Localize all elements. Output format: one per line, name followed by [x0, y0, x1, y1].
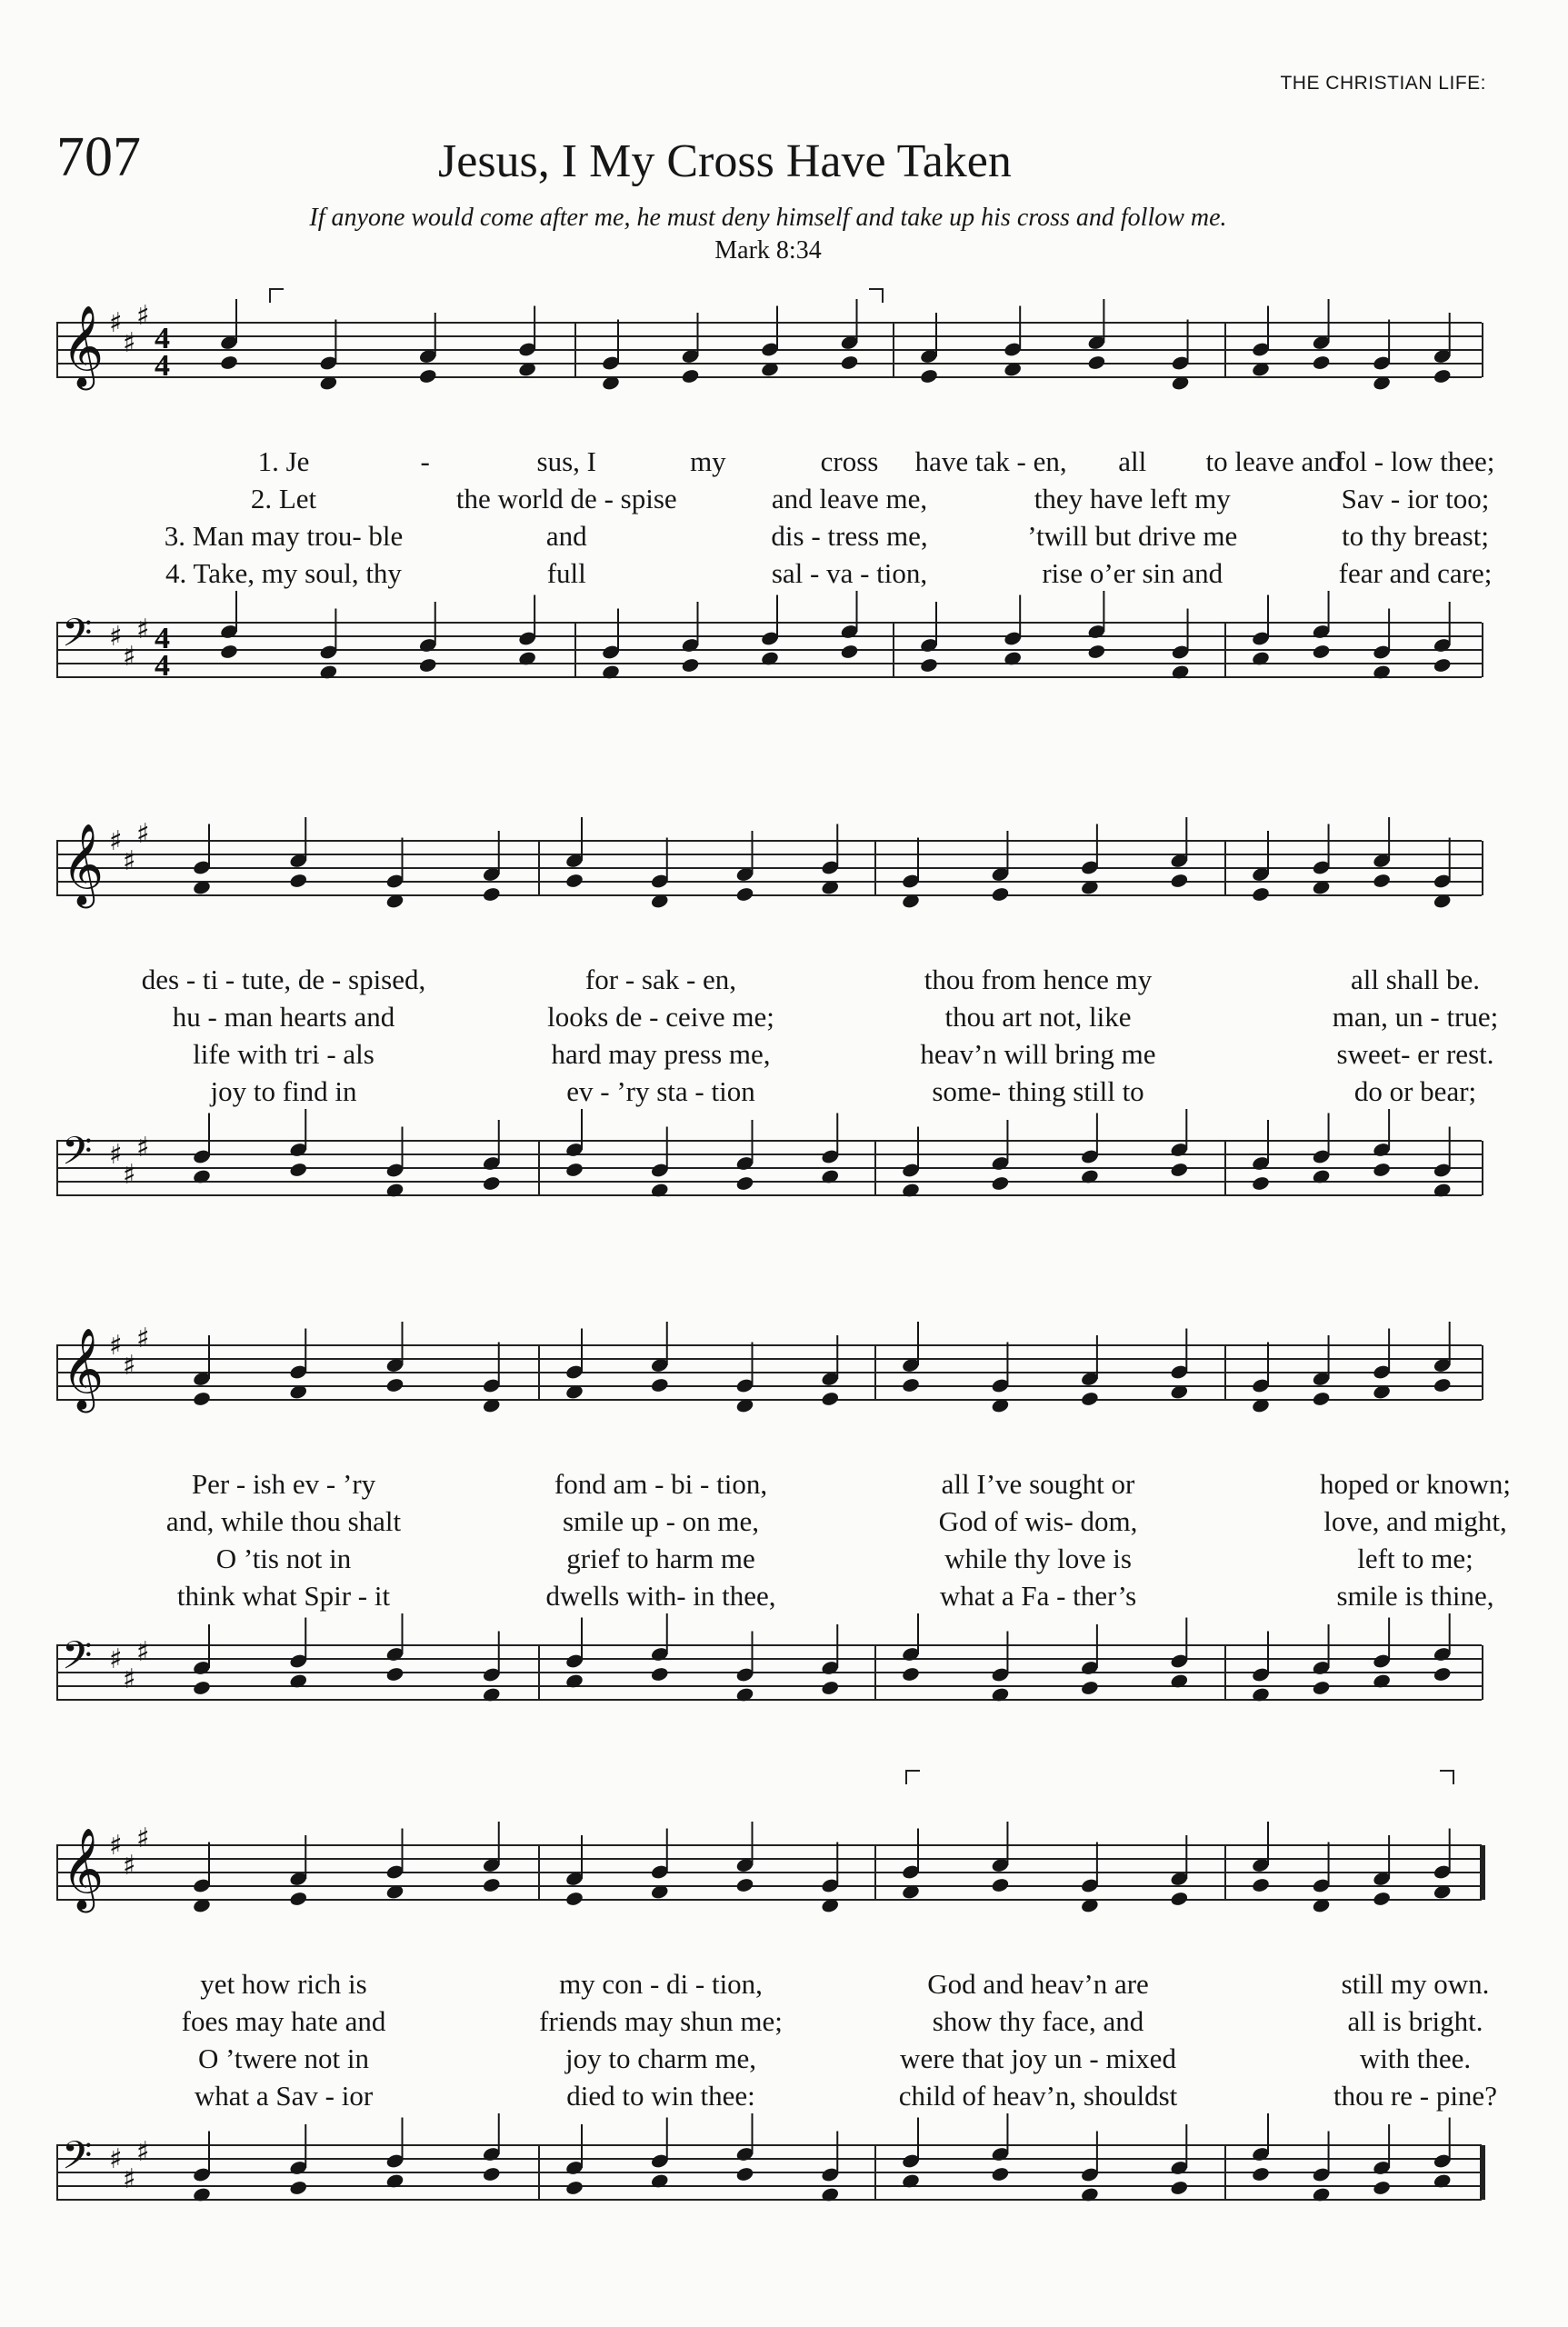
- bass-staff-2: [56, 1109, 1485, 1227]
- bass-clef-icon: 𝄢: [62, 1129, 93, 1183]
- lyric-fragment: foes may hate and: [181, 2005, 386, 2037]
- bass-staff-3: [56, 1613, 1485, 1732]
- lyric-fragment: sal - va - tion,: [771, 557, 928, 589]
- lyric-line-verse-2: [56, 1505, 1507, 1542]
- lyric-fragment: sweet- er rest.: [1336, 1038, 1494, 1070]
- lyric-line-verse-2: [56, 483, 1490, 519]
- lyric-fragment: while thy love is: [944, 1543, 1132, 1574]
- repeat-bracket-right-end: [1440, 1770, 1454, 1784]
- sharp-icon: ♯: [123, 2163, 136, 2195]
- bass-staff-4: [56, 2113, 1485, 2232]
- lyric-fragment: do or bear;: [1353, 1075, 1477, 1107]
- treble-staff-2: [56, 809, 1485, 927]
- lyric-fragment: what a Fa - ther’s: [939, 1580, 1137, 1612]
- treble-staff-1: [56, 291, 1485, 409]
- lyric-fragment: what a Sav - ior: [194, 2080, 374, 2112]
- lyric-fragment: 1. Je: [257, 445, 310, 477]
- lyric-fragment: to thy breast;: [1342, 520, 1489, 552]
- lyric-line-verse-1: [56, 964, 1483, 1000]
- lyric-fragment: and leave me,: [771, 483, 928, 514]
- lyric-fragment: some- thing still to: [932, 1075, 1144, 1107]
- lyric-fragment: full: [546, 557, 586, 589]
- lyric-line-verse-2: [56, 1001, 1499, 1037]
- sharp-icon: ♯: [136, 300, 150, 332]
- lyric-fragment: all: [1118, 445, 1147, 477]
- lyric-fragment: cross: [820, 445, 879, 477]
- lyric-fragment: with thee.: [1359, 2042, 1472, 2074]
- lyric-fragment: man, un - true;: [1332, 1001, 1499, 1033]
- lyric-fragment: show thy face, and: [932, 2005, 1144, 2037]
- sharp-icon: ♯: [136, 818, 150, 850]
- lyric-fragment: God of wis- dom,: [938, 1505, 1138, 1537]
- bass-clef-icon: 𝄢: [62, 611, 93, 665]
- hymn-title: Jesus, I My Cross Have Taken: [438, 135, 1012, 187]
- lyric-fragment: all is bright.: [1347, 2005, 1483, 2037]
- lyric-fragment: O ’twere not in: [198, 2042, 369, 2074]
- lyric-fragment: fear and care;: [1338, 557, 1493, 589]
- lyric-fragment: for - sak - en,: [584, 964, 737, 995]
- sharp-icon: ♯: [109, 1139, 123, 1171]
- lyric-fragment: life with tri - als: [193, 1038, 375, 1070]
- lyric-fragment: 4. Take, my soul, thy: [165, 557, 402, 589]
- lyric-fragment: sus, I: [536, 445, 596, 477]
- lyric-fragment: thou from hence my: [924, 964, 1153, 995]
- sharp-icon: ♯: [109, 307, 123, 339]
- lyric-fragment: looks de - ceive me;: [547, 1001, 774, 1033]
- system-3: [56, 1295, 1512, 1750]
- lyric-fragment: ev - ’ry sta - tion: [566, 1075, 755, 1107]
- lyric-fragment: still my own.: [1341, 1968, 1490, 2000]
- sharp-icon: ♯: [123, 1850, 136, 1882]
- bass-clef-icon: 𝄢: [62, 1633, 93, 1688]
- sharp-icon: ♯: [123, 641, 136, 673]
- lyric-line-verse-4: [56, 2080, 1497, 2116]
- lyric-fragment: smile up - on me,: [562, 1505, 760, 1537]
- epigraph: [282, 202, 1254, 267]
- lyric-fragment: my con - di - tion,: [559, 1968, 763, 2000]
- sharp-icon: ♯: [136, 2136, 150, 2168]
- system-2: [56, 791, 1499, 1245]
- lyric-fragment: ’twill but drive me: [1027, 520, 1238, 552]
- bass-staff-1: [56, 591, 1485, 709]
- section-label: THE CHRISTIAN LIFE:: [1280, 73, 1486, 94]
- lyric-fragment: child of heav’n, shouldst: [898, 2080, 1178, 2112]
- lyric-fragment: God and heav’n are: [927, 1968, 1149, 2000]
- sharp-icon: ♯: [123, 845, 136, 877]
- time-signature-top: 4: [155, 322, 170, 355]
- lyric-fragment: fond am - bi - tion,: [554, 1468, 768, 1500]
- lyric-fragment: all I’ve sought or: [941, 1468, 1135, 1500]
- sharp-icon: ♯: [136, 1636, 150, 1668]
- lyric-fragment: O ’tis not in: [215, 1543, 352, 1574]
- lyric-fragment: friends may shun me;: [539, 2005, 783, 2037]
- lyric-fragment: smile is thine,: [1336, 1580, 1494, 1612]
- lyric-fragment: and, while thou shalt: [165, 1505, 402, 1537]
- lyric-line-verse-3: [56, 520, 1489, 556]
- lyric-fragment: -: [420, 445, 430, 477]
- lyric-fragment: and: [545, 520, 587, 552]
- lyric-line-verse-1: [56, 1968, 1490, 2004]
- lyric-fragment: hoped or known;: [1319, 1468, 1512, 1500]
- treble-clef-icon: 𝄞: [62, 1328, 105, 1410]
- lyric-fragment: thou art not, like: [944, 1001, 1132, 1033]
- time-signature-bottom: 4: [155, 349, 170, 383]
- system-4: [56, 1795, 1497, 2250]
- time-signature-top: 4: [155, 622, 170, 655]
- epigraph-text: If anyone would come after me, he must deny himself and take up his cross and follow me.: [309, 204, 1227, 232]
- treble-clef-icon: 𝄞: [62, 1828, 105, 1910]
- lyric-fragment: 2. Let: [250, 483, 317, 514]
- lyric-line-verse-4: [56, 557, 1493, 594]
- sharp-icon: ♯: [123, 327, 136, 359]
- lyric-fragment: they have left my: [1034, 483, 1231, 514]
- lyric-fragment: to leave and: [1205, 445, 1343, 477]
- lyric-fragment: dwells with- in thee,: [545, 1580, 776, 1612]
- sharp-icon: ♯: [123, 1159, 136, 1191]
- repeat-bracket-left-end: [905, 1770, 920, 1784]
- bass-clef-icon: 𝄢: [62, 2133, 93, 2188]
- lyric-fragment: were that joy un - mixed: [900, 2042, 1176, 2074]
- lyric-fragment: Sav - ior too;: [1341, 483, 1490, 514]
- lyric-line-verse-1: [56, 445, 1495, 482]
- lyric-fragment: the world de - spise: [455, 483, 677, 514]
- lyric-line-verse-3: [56, 1543, 1483, 1579]
- lyric-fragment: my: [690, 445, 726, 477]
- treble-clef-icon: 𝄞: [62, 824, 105, 905]
- lyric-fragment: hu - man hearts and: [172, 1001, 395, 1033]
- lyric-fragment: joy to find in: [210, 1075, 357, 1107]
- lyric-fragment: died to win thee:: [566, 2080, 755, 2112]
- sharp-icon: ♯: [136, 1823, 150, 1854]
- sharp-icon: ♯: [109, 2143, 123, 2175]
- lyric-fragment: rise o’er sin and: [1042, 557, 1223, 589]
- lyric-fragment: left to me;: [1357, 1543, 1473, 1574]
- sharp-icon: ♯: [109, 825, 123, 857]
- lyric-fragment: hard may press me,: [551, 1038, 771, 1070]
- lyric-line-verse-4: [56, 1075, 1483, 1112]
- sharp-icon: ♯: [136, 1323, 150, 1354]
- lyric-line-verse-2: [56, 2005, 1483, 2042]
- lyric-fragment: dis - tress me,: [771, 520, 928, 552]
- system-1: [56, 273, 1495, 727]
- lyric-fragment: heav’n will bring me: [920, 1038, 1156, 1070]
- treble-staff-4: [56, 1813, 1485, 1932]
- lyric-fragment: joy to charm me,: [564, 2042, 757, 2074]
- time-signature-bottom: 4: [155, 649, 170, 683]
- lyric-fragment: fol - low thee;: [1335, 445, 1495, 477]
- lyric-line-verse-3: [56, 1038, 1494, 1074]
- sharp-icon: ♯: [109, 1330, 123, 1362]
- lyric-fragment: des - ti - tute, de - spised,: [141, 964, 426, 995]
- lyric-fragment: love, and might,: [1323, 1505, 1507, 1537]
- sharp-icon: ♯: [136, 614, 150, 645]
- sharp-icon: ♯: [109, 1830, 123, 1862]
- sharp-icon: ♯: [123, 1663, 136, 1695]
- lyric-fragment: yet how rich is: [200, 1968, 367, 2000]
- hymn-number: 707: [56, 126, 141, 188]
- treble-staff-3: [56, 1313, 1485, 1432]
- treble-clef-icon: 𝄞: [62, 305, 105, 387]
- lyric-line-verse-4: [56, 1580, 1494, 1616]
- sharp-icon: ♯: [109, 1643, 123, 1675]
- lyric-line-verse-1: [56, 1468, 1512, 1504]
- lyric-fragment: grief to harm me: [566, 1543, 755, 1574]
- epigraph-reference: Mark 8:34: [714, 236, 822, 265]
- lyric-fragment: 3. Man may trou- ble: [164, 520, 404, 552]
- sharp-icon: ♯: [136, 1132, 150, 1164]
- lyric-line-verse-3: [56, 2042, 1483, 2079]
- lyric-fragment: all shall be.: [1350, 964, 1481, 995]
- lyric-fragment: have tak - en,: [914, 445, 1067, 477]
- lyric-fragment: thou re - pine?: [1333, 2080, 1497, 2112]
- sharp-icon: ♯: [109, 621, 123, 653]
- lyric-fragment: Per - ish ev - ’ry: [191, 1468, 376, 1500]
- lyric-fragment: think what Spir - it: [176, 1580, 391, 1612]
- sharp-icon: ♯: [123, 1350, 136, 1382]
